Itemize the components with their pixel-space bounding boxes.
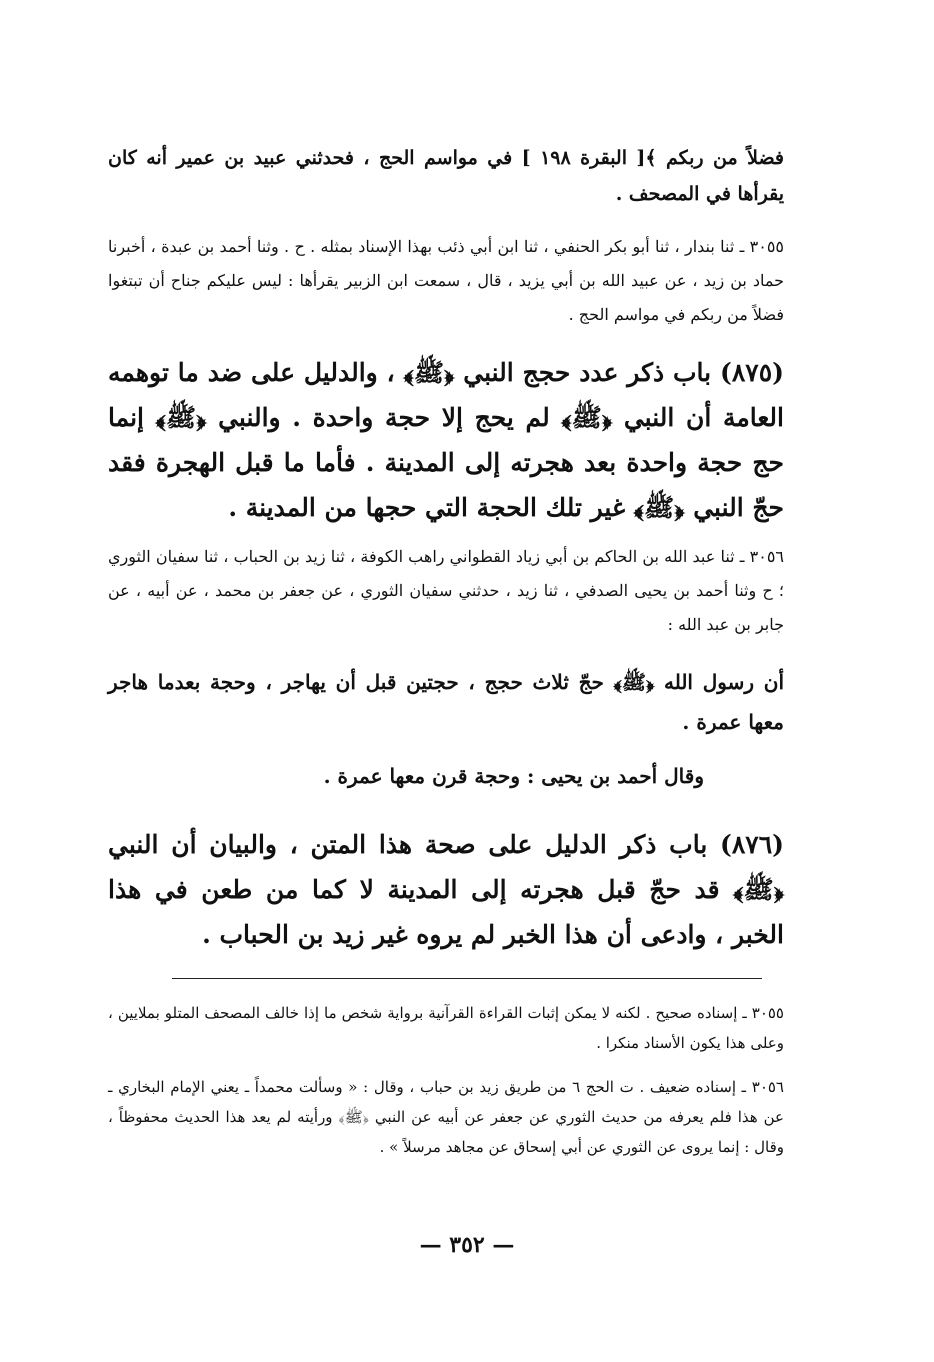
continuation-paragraph: فضلاً من ربكم ﴾[ البقرة ١٩٨ ] في مواسم الحج ، فحدثني عبيد بن عمير أنه كان يقرأها في المصحف . [108,147,784,205]
hadith-3056-matn: أن رسول الله ﴿ﷺ﴾ حجّ ثلاث حجج ، حجتين قبل أن يهاجر ، وحجة بعدما هاجر معها عمرة . [108,670,784,734]
chapter-heading-875: (٨٧٥) باب ذكر عدد حجج النبي ﴿ﷺ﴾ ، والدليل على ضد ما توهمه العامة أن النبي ﴿ﷺ﴾ لم يحج إلا حجة واحدة . والنبي ﴿ﷺ﴾ إنما حج حجة واحدة بعد هجرته إلى المدينة . فأما ما قبل الهجرة فقد حجّ النبي ﴿ﷺ﴾ غير تلك الحجة التي حجها من المدينة . [108,358,784,522]
footnote-divider [172,978,762,979]
ahmad-ibn-yahya-statement: وقال أحمد بن يحيى : وحجة قرن معها عمرة . [323,764,704,788]
hadith-3056-isnad: ٣٠٥٦ ـ ثنا عبد الله بن الحاكم بن أبي زياد القطواني راهب الكوفة ، ثنا زيد بن الحباب ، ثنا سفيان الثوري ؛ ح وثنا أحمد بن يحيى الصدفي ، ثنا زيد ، حدثني سفيان الثوري ، عن جعفر بن محمد ، عن أبيه ، عن جابر بن عبد الله : [108,547,784,634]
footnote-3056: ٣٠٥٦ ـ إسناده ضعيف . ت الحج ٦ من طريق زيد بن حباب ، وقال : « وسألت محمداً ـ يعني الإمام البخاري ـ عن هذا فلم يعرفه من حديث الثوري عن جعفر عن أبيه عن النبي ﴿ﷺ﴾ ورأيته لم يعد هذا الحديث محفوظاً ، وقال : إنما يروى عن الثوري عن أبي إسحاق عن مجاهد مرسلاً » . [108,1078,784,1156]
page-number: — ٣٥٢ — [419,1232,515,1258]
footnote-3055: ٣٠٥٥ ـ إسناده صحيح . لكنه لا يمكن إثبات القراءة القرآنية برواية شخص ما إذا خالف المصحف المتلو بملايين ، وعلى هذا يكون الأسناد منكرا . [108,1004,784,1052]
chapter-heading-876: (٨٧٦) باب ذكر الدليل على صحة هذا المتن ، والبيان أن النبي ﴿ﷺ﴾ قد حجّ قبل هجرته إلى المدينة لا كما من طعن في هذا الخبر ، وادعى أن هذا الخبر لم يروه غير زيد بن الحباب . [108,830,784,949]
hadith-3055: ٣٠٥٥ ـ ثنا بندار ، ثنا أبو بكر الحنفي ، ثنا ابن أبي ذئب بهذا الإسناد بمثله . ح . وثنا أحمد بن عبدة ، أخبرنا حماد بن زيد ، عن عبيد الله بن أبي يزيد ، قال ، سمعت ابن الزبير يقرأها : ليس عليكم جناح أن تبتغوا فضلاً من ربكم في مواسم الحج . [108,237,785,324]
